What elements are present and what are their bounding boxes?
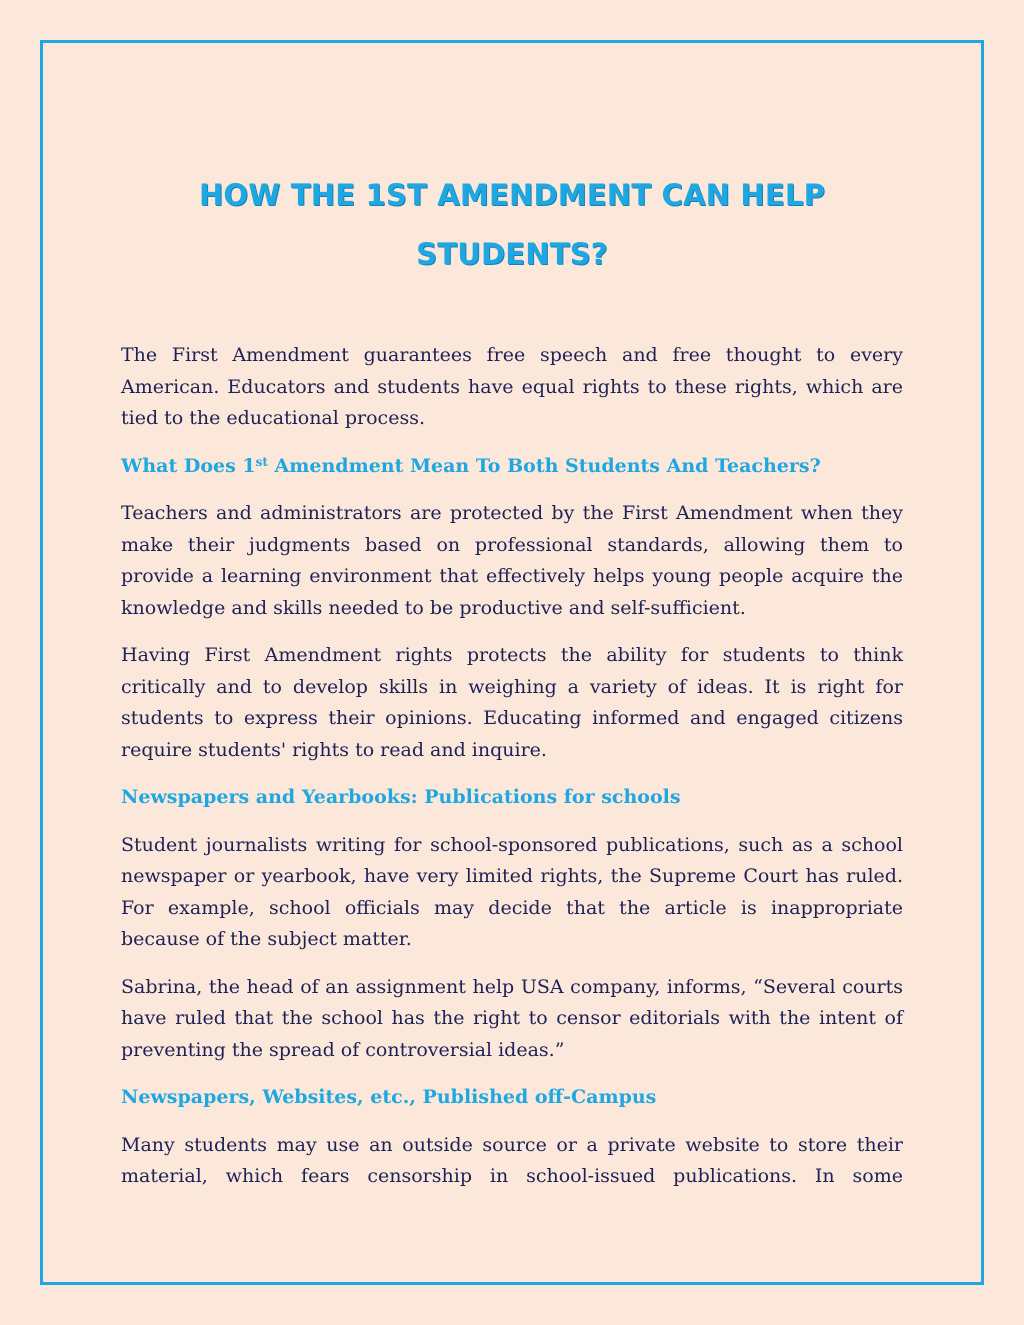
off-campus-paragraph: Many students may use an outside source or a private website to store their material, which fears censorship in school-issued publications. In some (121, 1133, 903, 1187)
section-heading-school-publications: Newspapers and Yearbooks: Publications for schools (121, 786, 681, 808)
document-body (121, 340, 903, 1209)
teachers-paragraph: Teachers and administrators are protected by the First Amendment when they make their judgments based on professional standards, allowing them to provide a learning environment that effectively helps young people acquire the knowledge and skills needed to be productive and self-sufficient. (121, 502, 903, 619)
quote-paragraph: Sabrina, the head of an assignment help USA company, informs, “Several courts have ruled that the school has the right to censor editorials with the intent of preventing the spread of controversial ideas.” (121, 975, 903, 1061)
section-heading-part: What Does 1 (121, 454, 256, 477)
intro-paragraph: The First Amendment guarantees free speech and free thought to every American. Educators and students have equal rights to these rights, which are tied to the educational process. (121, 344, 903, 429)
document-title: HOW THE 1ST AMENDMENT CAN HELP STUDENTS? (198, 178, 826, 271)
section-heading-meaning (121, 451, 903, 483)
journalists-paragraph: Student journalists writing for school-sponsored publications, such as a school newspaper or yearbook, have very limited rights, the Supreme Court has ruled. For example, school officials may decide that the article is inappropriate because of the subject matter. (121, 833, 903, 950)
students-rights-paragraph: Having First Amendment rights protects the ability for students to think critically and to develop skills in weighing a variety of ideas. It is right for students to express their opinions. Educating informed and engaged citizens require students' rights to read and inquire. (121, 644, 903, 761)
section-heading-part: Amendment Mean To Both Students And Teachers? (267, 454, 821, 477)
section-heading-off-campus: Newspapers, Websites, etc., Published off-Campus (121, 1086, 657, 1108)
ordinal-superscript: st (255, 454, 268, 469)
